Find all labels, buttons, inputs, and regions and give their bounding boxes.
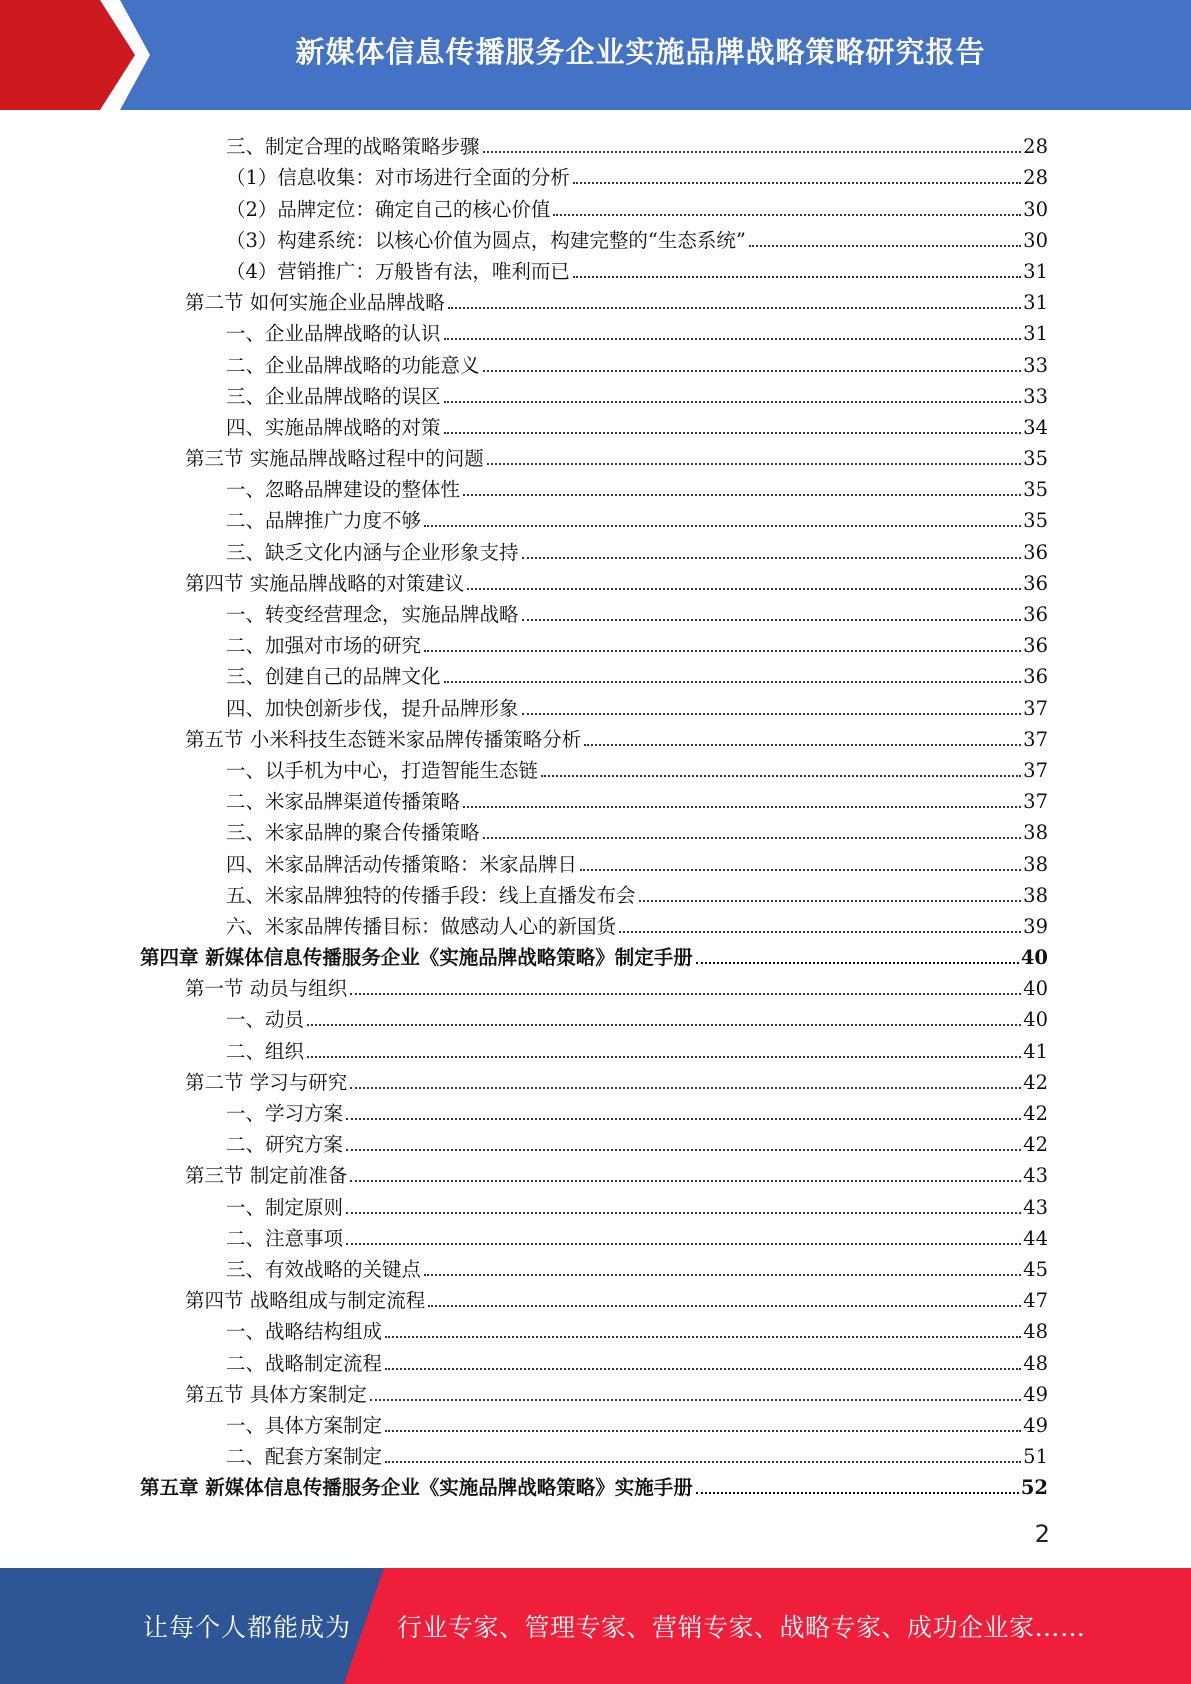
- toc-entry-page: 44: [1023, 1226, 1048, 1250]
- toc-entry-title: 二、注意事项: [226, 1226, 344, 1250]
- toc-entry-page: 35: [1023, 478, 1048, 502]
- toc-entry-title: 五、米家品牌独特的传播手段：线上直播发布会: [226, 883, 636, 907]
- toc-entry-title: 一、以手机为中心，打造智能生态链: [226, 758, 539, 782]
- toc-dot-leader: [307, 1024, 1021, 1026]
- toc-dot-leader: [584, 744, 1021, 746]
- toc-subsection-entry[interactable]: [140, 190, 1048, 221]
- toc-section-entry[interactable]: [140, 970, 1048, 1001]
- toc-entry-page: 49: [1023, 1413, 1048, 1437]
- toc-dot-leader: [553, 214, 1021, 216]
- toc-entry-page: 48: [1023, 1351, 1048, 1375]
- toc-subsection-entry[interactable]: [140, 1095, 1048, 1126]
- toc-dot-leader: [522, 619, 1022, 621]
- toc-entry-title: 二、组织: [226, 1039, 305, 1063]
- toc-dot-leader: [463, 494, 1021, 496]
- toc-entry-page: 48: [1023, 1320, 1048, 1344]
- toc-dot-leader: [350, 1180, 1021, 1182]
- toc-entry-page: 52: [1020, 1476, 1048, 1500]
- toc-subsection-entry[interactable]: [140, 1001, 1048, 1032]
- toc-entry-title: 一、企业品牌战略的认识: [226, 322, 441, 346]
- toc-entry-title: 四、米家品牌活动传播策略：米家品牌日: [226, 852, 578, 876]
- toc-entry-title: 第四章 新媒体信息传播服务企业《实施品牌战略策略》制定手册: [140, 946, 693, 970]
- toc-entry-page: 43: [1023, 1164, 1048, 1188]
- toc-entry-title: 三、企业品牌战略的误区: [226, 384, 441, 408]
- toc-entry-title: 第五节 具体方案制定: [185, 1382, 367, 1406]
- toc-section-entry[interactable]: [140, 1064, 1048, 1095]
- toc-subsection-entry[interactable]: [140, 502, 1048, 533]
- toc-entry-page: 36: [1023, 571, 1048, 595]
- toc-dot-leader: [483, 837, 1022, 839]
- toc-subsection-entry[interactable]: [140, 1251, 1048, 1282]
- toc-subsection-entry[interactable]: [140, 814, 1048, 845]
- toc-entry-title: 三、缺乏文化内涵与企业形象支持: [226, 540, 519, 564]
- toc-entry-title: 第二节 学习与研究: [185, 1070, 348, 1094]
- toc-dot-leader: [307, 1056, 1021, 1058]
- toc-section-entry[interactable]: [140, 440, 1048, 471]
- toc-dot-leader: [385, 1430, 1021, 1432]
- toc-subsection-entry[interactable]: [140, 845, 1048, 876]
- toc-entry-title: 二、加强对市场的研究: [226, 634, 422, 658]
- toc-entry-title: 六、米家品牌传播目标：做感动人心的新国货: [226, 914, 617, 938]
- toc-entry-title: 第五节 小米科技生态链米家品牌传播策略分析: [185, 727, 582, 751]
- page-number: 2: [1034, 1520, 1050, 1548]
- toc-entry-page: 36: [1023, 603, 1048, 626]
- toc-entry-page: 36: [1023, 540, 1048, 564]
- toc-dot-leader: [350, 1087, 1021, 1089]
- toc-entry-title: 二、米家品牌渠道传播策略: [226, 790, 461, 814]
- toc-entry-page: 31: [1023, 291, 1048, 315]
- toc-entry-page: 43: [1023, 1195, 1048, 1219]
- footer-slogan-right: 行业专家、管理专家、营销专家、战略专家、成功企业家……: [397, 1613, 1086, 1642]
- toc-entry-title: （4）营销推广：万般皆有法，唯利而已: [226, 259, 570, 283]
- toc-subsection-entry[interactable]: [140, 346, 1048, 377]
- toc-subsection-entry[interactable]: [140, 533, 1048, 564]
- toc-dot-leader: [696, 962, 1019, 964]
- toc-entry-title: 三、米家品牌的聚合传播策略: [226, 821, 480, 845]
- toc-entry-page: 36: [1023, 665, 1048, 689]
- toc-subsection-entry[interactable]: [140, 1407, 1048, 1438]
- toc-entry-title: （1）信息收集：对市场进行全面的分析: [226, 166, 570, 190]
- toc-entry-page: 37: [1023, 790, 1048, 814]
- toc-section-entry[interactable]: [140, 284, 1048, 315]
- toc-entry-title: 第四节 战略组成与制定流程: [185, 1289, 426, 1313]
- toc-dot-leader: [424, 650, 1021, 652]
- toc-entry-title: 第二节 如何实施企业品牌战略: [185, 291, 445, 315]
- toc-subsection-entry[interactable]: [140, 783, 1048, 814]
- toc-entry-title: 二、品牌推广力度不够: [226, 509, 422, 533]
- toc-dot-leader: [483, 370, 1022, 372]
- toc-subsection-entry[interactable]: [140, 409, 1048, 440]
- toc-subsection-entry[interactable]: [140, 752, 1048, 783]
- toc-dot-leader: [448, 307, 1021, 309]
- footer-slogan-left: 让每个人都能成为: [143, 1613, 352, 1642]
- toc-dot-leader: [749, 245, 1021, 247]
- toc-dot-leader: [522, 557, 1022, 559]
- toc-dot-leader: [467, 588, 1021, 590]
- toc-entry-title: 一、具体方案制定: [226, 1413, 383, 1437]
- toc-section-entry[interactable]: [140, 565, 1048, 596]
- toc-entry-title: （3）构建系统：以核心价值为圆点，构建完整的“生态系统”: [226, 228, 746, 252]
- toc-entry-title: 三、制定合理的战略策略步骤: [226, 135, 480, 159]
- toc-section-entry[interactable]: [140, 1282, 1048, 1313]
- toc-dot-leader: [639, 900, 1022, 902]
- toc-entry-page: 35: [1023, 447, 1048, 471]
- toc-entry-page: 31: [1023, 259, 1048, 283]
- toc-subsection-entry[interactable]: [140, 222, 1048, 253]
- toc-entry-page: 38: [1023, 852, 1048, 876]
- toc-subsection-entry[interactable]: [140, 159, 1048, 190]
- toc-dot-leader: [444, 338, 1022, 340]
- toc-dot-leader: [696, 1492, 1019, 1494]
- toc-dot-leader: [385, 1461, 1021, 1463]
- toc-entry-title: 四、实施品牌战略的对策: [226, 415, 441, 439]
- toc-dot-leader: [463, 806, 1021, 808]
- toc-subsection-entry[interactable]: [140, 908, 1048, 939]
- toc-entry-page: 40: [1020, 946, 1048, 970]
- toc-entry-page: 28: [1023, 166, 1048, 190]
- toc-subsection-entry[interactable]: [140, 1188, 1048, 1219]
- toc-entry-page: 38: [1023, 883, 1048, 907]
- toc-entry-page: 35: [1023, 509, 1048, 533]
- toc-entry-page: 37: [1023, 727, 1048, 751]
- toc-subsection-entry[interactable]: [140, 1344, 1048, 1375]
- toc-entry-page: 33: [1023, 353, 1048, 377]
- toc-entry-page: 40: [1023, 1008, 1048, 1032]
- toc-entry-page: 41: [1023, 1039, 1048, 1063]
- toc-dot-leader: [487, 463, 1021, 465]
- toc-entry-title: 第三节 实施品牌战略过程中的问题: [185, 447, 484, 471]
- toc-dot-leader: [385, 1368, 1021, 1370]
- toc-section-entry[interactable]: [140, 1376, 1048, 1407]
- toc-entry-title: （2）品牌定位：确定自己的核心价值: [226, 197, 551, 221]
- toc-entry-page: 42: [1023, 1070, 1048, 1094]
- toc-entry-page: 39: [1023, 914, 1048, 938]
- toc-entry-title: 第四节 实施品牌战略的对策建议: [185, 571, 465, 595]
- toc-subsection-entry[interactable]: [140, 1032, 1048, 1063]
- toc-entry-page: 51: [1023, 1445, 1048, 1469]
- toc-entry-page: 45: [1023, 1257, 1048, 1281]
- toc-subsection-entry[interactable]: [140, 378, 1048, 409]
- toc-entry-page: 34: [1023, 415, 1048, 439]
- toc-entry-title: 三、有效战略的关键点: [226, 1257, 422, 1281]
- toc-chapter-entry[interactable]: [140, 1469, 1048, 1500]
- toc-dot-leader: [346, 1149, 1021, 1151]
- toc-dot-leader: [385, 1336, 1021, 1338]
- toc-dot-leader: [541, 775, 1021, 777]
- toc-entry-title: 四、加快创新步伐，提升品牌形象: [226, 696, 519, 720]
- toc-entry-title: 二、企业品牌战略的功能意义: [226, 353, 480, 377]
- toc-entry-page: 49: [1023, 1382, 1048, 1406]
- toc-dot-leader: [580, 869, 1021, 871]
- toc-dot-leader: [424, 1274, 1021, 1276]
- toc-subsection-entry[interactable]: [140, 596, 1048, 627]
- toc-dot-leader: [573, 182, 1021, 184]
- document-title: 新媒体信息传播服务企业实施品牌战略策略研究报告: [295, 34, 986, 69]
- toc-dot-leader: [370, 1399, 1021, 1401]
- toc-entry-page: 30: [1023, 228, 1048, 252]
- toc-section-entry[interactable]: [140, 721, 1048, 752]
- toc-entry-page: 40: [1023, 977, 1048, 1001]
- toc-entry-title: 二、研究方案: [226, 1133, 344, 1157]
- toc-subsection-entry[interactable]: [140, 315, 1048, 346]
- toc-entry-title: 一、忽略品牌建设的整体性: [226, 478, 461, 502]
- toc-entry-title: 一、动员: [226, 1008, 305, 1032]
- toc-dot-leader: [444, 681, 1022, 683]
- toc-dot-leader: [444, 432, 1022, 434]
- page-footer: [0, 1568, 1191, 1684]
- toc-subsection-entry[interactable]: [140, 689, 1048, 720]
- toc-entry-title: 三、创建自己的品牌文化: [226, 665, 441, 689]
- toc-dot-leader: [346, 1212, 1021, 1214]
- toc-subsection-entry[interactable]: [140, 1438, 1048, 1469]
- table-of-contents: [140, 128, 1048, 1500]
- toc-entry-title: 一、转变经营理念，实施品牌战略: [226, 603, 519, 626]
- toc-dot-leader: [424, 525, 1021, 527]
- toc-chapter-entry[interactable]: [140, 939, 1048, 970]
- toc-entry-page: 47: [1023, 1289, 1048, 1313]
- toc-entry-page: 31: [1023, 322, 1048, 346]
- toc-entry-title: 第五章 新媒体信息传播服务企业《实施品牌战略策略》实施手册: [140, 1476, 693, 1500]
- toc-subsection-entry[interactable]: [140, 128, 1048, 159]
- toc-entry-page: 42: [1023, 1102, 1048, 1125]
- toc-entry-page: 33: [1023, 384, 1048, 408]
- toc-subsection-entry[interactable]: [140, 1313, 1048, 1344]
- toc-entry-page: 36: [1023, 634, 1048, 658]
- toc-dot-leader: [522, 713, 1022, 715]
- toc-section-entry[interactable]: [140, 1157, 1048, 1188]
- toc-dot-leader: [444, 401, 1022, 403]
- toc-entry-title: 一、战略结构组成: [226, 1320, 383, 1344]
- toc-entry-title: 第一节 动员与组织: [185, 977, 348, 1001]
- toc-entry-page: 38: [1023, 821, 1048, 845]
- toc-dot-leader: [619, 931, 1021, 933]
- toc-entry-title: 一、制定原则: [226, 1195, 344, 1219]
- toc-entry-title: 一、学习方案: [226, 1102, 344, 1125]
- page-header: [0, 0, 1191, 110]
- toc-subsection-entry[interactable]: [140, 877, 1048, 908]
- toc-subsection-entry[interactable]: [140, 471, 1048, 502]
- toc-dot-leader: [346, 1243, 1021, 1245]
- toc-dot-leader: [483, 151, 1022, 153]
- toc-entry-page: 30: [1023, 197, 1048, 221]
- toc-dot-leader: [573, 276, 1021, 278]
- toc-subsection-entry[interactable]: [140, 1220, 1048, 1251]
- toc-entry-page: 37: [1023, 758, 1048, 782]
- toc-subsection-entry[interactable]: [140, 658, 1048, 689]
- toc-entry-title: 二、战略制定流程: [226, 1351, 383, 1375]
- toc-subsection-entry[interactable]: [140, 627, 1048, 658]
- toc-dot-leader: [350, 993, 1021, 995]
- toc-entry-title: 二、配套方案制定: [226, 1445, 383, 1469]
- toc-dot-leader: [346, 1118, 1021, 1120]
- toc-dot-leader: [428, 1305, 1021, 1307]
- toc-entry-title: 第三节 制定前准备: [185, 1164, 348, 1188]
- toc-subsection-entry[interactable]: [140, 253, 1048, 284]
- toc-subsection-entry[interactable]: [140, 1126, 1048, 1157]
- toc-entry-page: 37: [1023, 696, 1048, 720]
- toc-entry-page: 28: [1023, 135, 1048, 159]
- toc-entry-page: 42: [1023, 1133, 1048, 1157]
